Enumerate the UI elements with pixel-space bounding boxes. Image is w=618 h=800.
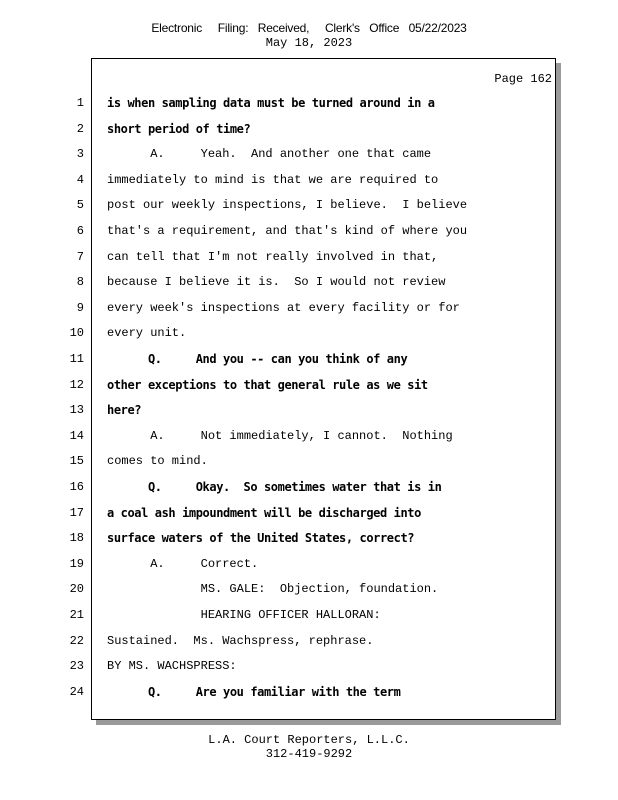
transcript-line (0, 556, 618, 576)
line-text: immediately to mind is that we are required to (107, 172, 439, 187)
transcript-line (0, 684, 618, 704)
transcript-line (0, 172, 618, 192)
line-number: 12 (69, 377, 84, 392)
line-number: 9 (76, 300, 84, 315)
page-number: Page 162 (494, 72, 552, 86)
transcript-line (0, 223, 618, 243)
line-number: 11 (69, 352, 84, 366)
line-text: post our weekly inspections, I believe. I believe (107, 198, 468, 213)
line-number: 5 (76, 198, 84, 213)
line-text: BY MS. WACHSPRESS: (107, 659, 237, 674)
line-number: 15 (69, 454, 84, 469)
line-text: A. Not immediately, I cannot. Nothing (107, 428, 453, 443)
line-text: other exceptions to that general rule as we sit (107, 377, 428, 392)
transcript-line (0, 453, 618, 473)
line-number: 2 (76, 121, 84, 136)
transcript-line (0, 402, 618, 422)
line-number: 1 (76, 96, 84, 110)
line-number: 22 (69, 633, 84, 648)
line-text: every week's inspections at every facility or for (107, 300, 460, 315)
line-text: every unit. (107, 326, 187, 341)
reporter-phone: 312-419-9292 (265, 747, 353, 761)
transcript-line (0, 505, 618, 525)
line-number: 18 (69, 531, 84, 546)
transcript-line (0, 274, 618, 294)
line-number: 14 (69, 428, 84, 443)
transcript-line (0, 146, 618, 166)
line-number: 6 (76, 224, 84, 238)
line-text: comes to mind. (107, 454, 208, 469)
line-number: 13 (69, 403, 84, 418)
transcript-line (0, 325, 618, 345)
line-number: 4 (76, 172, 84, 187)
transcript-line (0, 633, 618, 653)
line-number: 20 (69, 582, 84, 597)
line-text: Q. Okay. So sometimes water that is in (107, 480, 442, 494)
line-number: 24 (69, 684, 84, 699)
line-number: 17 (69, 505, 84, 520)
transcript-line (0, 351, 618, 371)
line-number: 19 (69, 556, 84, 571)
line-number: 21 (69, 608, 84, 622)
line-number: 23 (69, 659, 84, 674)
line-text: Q. And you -- can you think of any (107, 352, 408, 366)
transcript-line (0, 581, 618, 601)
transcript-line (0, 658, 618, 678)
line-text: A. Correct. (107, 556, 259, 571)
line-number: 10 (69, 326, 84, 341)
transcript-line (0, 300, 618, 320)
line-text: here? (107, 403, 142, 418)
line-number: 8 (76, 275, 84, 290)
line-text: short period of time? (107, 121, 251, 136)
line-text: A. Yeah. And another one that came (107, 147, 432, 162)
line-text: Sustained. Ms. Wachspress, rephrase. (107, 633, 374, 648)
line-text: surface waters of the United States, correct? (107, 531, 415, 546)
line-text: is when sampling data must be turned around in a (107, 96, 435, 110)
transcript-line (0, 479, 618, 499)
line-text: that's a requirement, and that's kind of where you (107, 224, 468, 238)
reporter-company: L.A. Court Reporters, L.L.C. (208, 733, 410, 747)
transcript-line (0, 607, 618, 627)
line-text: HEARING OFFICER HALLORAN: (107, 608, 381, 622)
transcript-line (0, 95, 618, 115)
line-number: 3 (76, 147, 84, 162)
transcript-line (0, 197, 618, 217)
transcript-line (0, 377, 618, 397)
line-text: a coal ash impoundment will be discharged into (107, 505, 421, 520)
line-text: MS. GALE: Objection, foundation. (107, 582, 439, 597)
line-number: 7 (76, 249, 84, 264)
line-text: can tell that I'm not really involved in that, (107, 249, 439, 264)
transcript-line (0, 249, 618, 269)
efiling-stamp: Electronic Filing: Received, Clerk's Office 05/22/2023 (151, 21, 467, 35)
transcript-line (0, 530, 618, 550)
transcript-date: May 18, 2023 (265, 36, 353, 50)
line-text: Q. Are you familiar with the term (107, 684, 401, 699)
line-number: 16 (69, 480, 84, 494)
transcript-line (0, 428, 618, 448)
transcript-line (0, 121, 618, 141)
line-text: because I believe it is. So I would not review (107, 275, 446, 290)
